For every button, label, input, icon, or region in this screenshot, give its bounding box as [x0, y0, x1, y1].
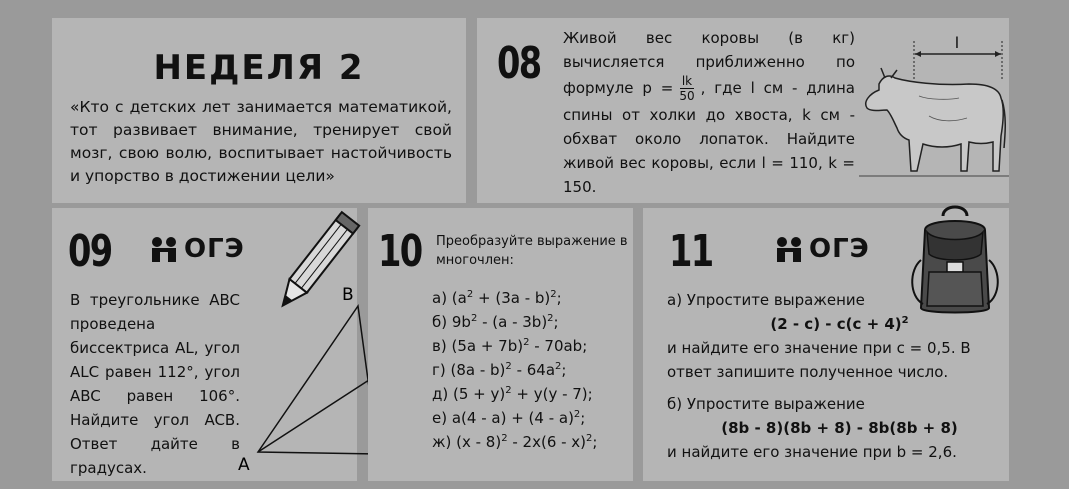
page-title: НЕДЕЛЯ 2 — [153, 48, 365, 88]
oge-label: ОГЭ — [809, 234, 870, 264]
list-item: г) $(8a - b)^2 - 64a^2$; — [432, 361, 567, 379]
task-number: 09 — [68, 226, 112, 277]
task-08-panel — [477, 18, 1009, 203]
expression-list — [432, 286, 597, 454]
list-item: е) a(4 - a) + (4 - a)$^2$; — [432, 409, 586, 427]
task-number: 10 — [378, 226, 422, 277]
oge-label: ОГЭ — [184, 234, 245, 264]
task-text: В треугольнике ABC проведена биссектриса AL, угол ALC равен 112°, угол ABC равен 106°. Найдите угол ACB. Ответ дайте в градусах. — [70, 291, 240, 477]
part-b-expression: (8b - 8)(8b + 8) - 8b(8b + 8) — [721, 419, 958, 437]
cow-icon — [859, 36, 1009, 186]
vertex-b-label: B — [342, 285, 354, 305]
dim-label: l — [954, 34, 960, 52]
task-number: 08 — [497, 38, 541, 89]
list-item: в) $(5a + 7b)^2 - 70ab$; — [432, 337, 588, 355]
part-a-expression: $(2 - c) - c(c + 4)^2$ — [770, 315, 909, 333]
task-10-panel — [368, 208, 633, 481]
oge-badge — [773, 234, 870, 264]
part-b-intro: б) Упростите выражение — [667, 395, 865, 413]
oge-logo-icon — [773, 234, 805, 264]
task-number: 11 — [669, 226, 713, 277]
formula-fraction: $\frac{lk}{50}$ — [679, 74, 695, 103]
part-a-intro: а) Упростите выражение — [667, 291, 865, 309]
part-a-question: и найдите его значение при c = 0,5. В ответ запишите полученное число. — [667, 339, 971, 381]
list-item: ж) (x - 8)$^2$ - 2x(6 - x)$^2$; — [432, 433, 598, 451]
oge-badge — [148, 234, 245, 264]
list-item: д) $(5 + y)^2 + y(y - 7)$; — [432, 385, 593, 403]
oge-logo-icon — [148, 234, 180, 264]
task-text — [667, 288, 1012, 464]
task-text: Живой вес коровы (в кг) вычисляется приближенно по формуле p = $\frac{lk}{50}$ , где l см - длина спины от холки до хвоста, k см - обхват около лопаток. Найдите живой вес коровы, если l = 110, k = 150. — [563, 29, 855, 196]
task-09-panel — [52, 208, 357, 481]
triangle-diagram — [232, 285, 372, 475]
list-item: а) ($a^2 + (3a - b)^2$; — [432, 289, 562, 307]
quote-text: «Кто с детских лет занимается математикой, тот развивает внимание, тренирует свой мозг, свою волю, воспитывает настойчивость и упорство в достижении цели» — [70, 98, 452, 185]
task-instruction: Преобразуйте выражение в многочлен: — [436, 234, 628, 268]
list-item: б) $9b^2 - (a - 3b)^2$; — [432, 313, 559, 331]
week-panel — [52, 18, 466, 203]
vertex-a-label: A — [238, 455, 250, 475]
part-b-question: и найдите его значение при b = 2,6. — [667, 443, 957, 461]
task-11-panel — [643, 208, 1009, 481]
